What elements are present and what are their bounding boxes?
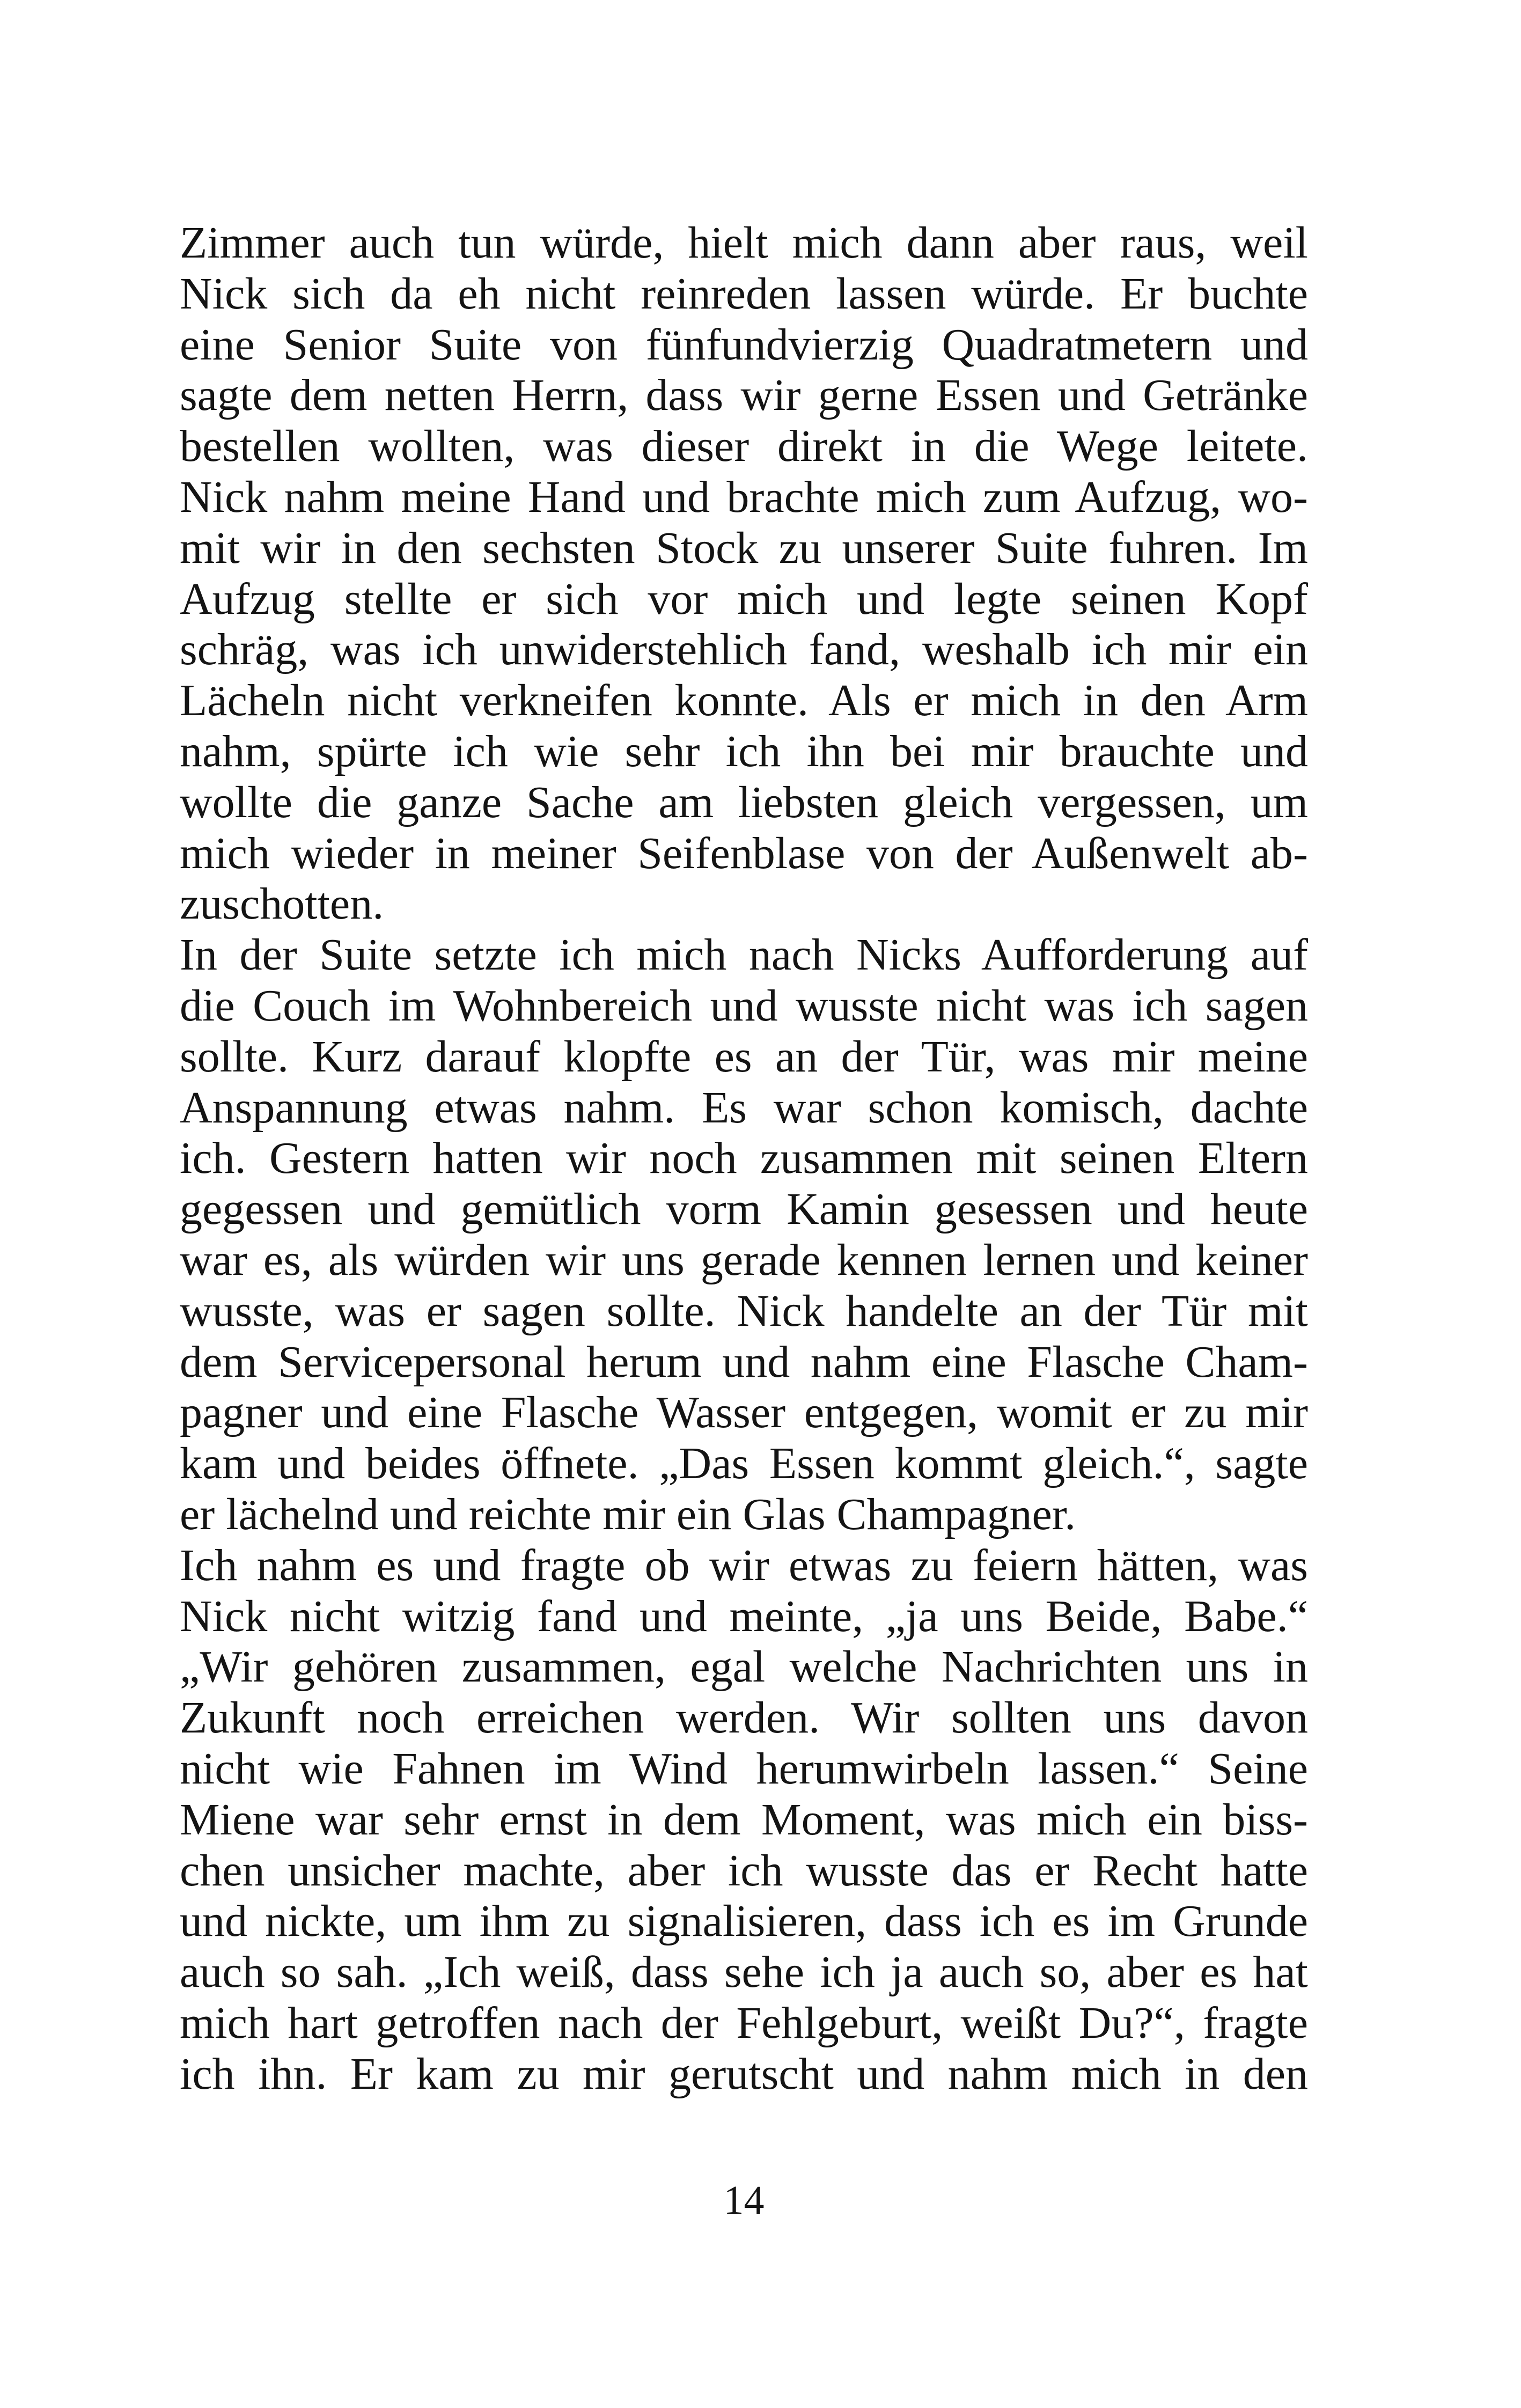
text-line: chen unsicher machte, aber ich wusste das er Recht hatte [180, 1845, 1308, 1896]
page-number: 14 [723, 2178, 765, 2223]
text-line: gegessen und gemütlich vorm Kamin gesessen und heute [180, 1184, 1308, 1235]
text-line: Nick nicht witzig fand und meinte, „ja uns Beide, Babe.“ [180, 1591, 1308, 1641]
text-line: Nick nahm meine Hand und brachte mich zum Aufzug, wo- [180, 472, 1308, 522]
paragraph [180, 930, 1308, 1540]
text-line: zuschotten. [180, 879, 384, 929]
text-line: pagner und eine Flasche Wasser entgegen, womit er zu mir [180, 1387, 1308, 1438]
paragraph [180, 1540, 1308, 2100]
text-line: nahm, spürte ich wie sehr ich ihn bei mir brauchte und [180, 726, 1308, 776]
text-line: „Wir gehören zusammen, egal welche Nachrichten uns in [180, 1642, 1308, 1692]
text-line: kam und beides öffnete. „Das Essen kommt gleich.“, sagte [180, 1438, 1308, 1489]
text-line: wusste, was er sagen sollte. Nick handelte an der Tür mit [180, 1286, 1308, 1336]
text-line: dem Servicepersonal herum und nahm eine Flasche Cham- [180, 1337, 1308, 1387]
text-line: mit wir in den sechsten Stock zu unserer Suite fuhren. Im [180, 523, 1308, 573]
text-line: Miene war sehr ernst in dem Moment, was mich ein biss- [180, 1794, 1308, 1845]
text-line: er lächelnd und reichte mir ein Glas Champagner. [180, 1489, 1076, 1539]
text-line: In der Suite setzte ich mich nach Nicks Aufforderung auf [180, 930, 1308, 980]
text-line: nicht wie Fahnen im Wind herumwirbeln lassen.“ Seine [180, 1743, 1308, 1794]
text-line: mich hart getroffen nach der Fehlgeburt, weißt Du?“, fragte [180, 1998, 1308, 2048]
text-line: die Couch im Wohnbereich und wusste nicht was ich sagen [180, 980, 1308, 1031]
text-line: Zimmer auch tun würde, hielt mich dann aber raus, weil [180, 218, 1308, 268]
paragraph [180, 218, 1308, 930]
text-line: Anspannung etwas nahm. Es war schon komisch, dachte [180, 1082, 1308, 1133]
text-line: eine Senior Suite von fünfundvierzig Quadratmetern und [180, 319, 1308, 370]
body-text [180, 218, 1308, 2099]
text-line: sollte. Kurz darauf klopfte es an der Tür, was mir meine [180, 1031, 1308, 1082]
text-line: bestellen wollten, was dieser direkt in die Wege leitete. [180, 421, 1308, 472]
text-line: Ich nahm es und fragte ob wir etwas zu feiern hätten, was [180, 1540, 1308, 1590]
text-line: Zukunft noch erreichen werden. Wir sollten uns davon [180, 1693, 1308, 1743]
text-line: mich wieder in meiner Seifenblase von der Außenwelt ab- [180, 828, 1308, 878]
text-line: ich. Gestern hatten wir noch zusammen mit seinen Eltern [180, 1133, 1308, 1184]
text-line: Nick sich da eh nicht reinreden lassen würde. Er buchte [180, 268, 1308, 319]
text-line: war es, als würden wir uns gerade kennen lernen und keiner [180, 1235, 1308, 1285]
text-line: Aufzug stellte er sich vor mich und legte seinen Kopf [180, 574, 1308, 624]
text-line: ich ihn. Er kam zu mir gerutscht und nahm mich in den [180, 2049, 1308, 2099]
text-line: schräg, was ich unwiderstehlich fand, weshalb ich mir ein [180, 625, 1308, 675]
text-line: Lächeln nicht verkneifen konnte. Als er mich in den Arm [180, 676, 1308, 726]
text-line: sagte dem netten Herrn, dass wir gerne Essen und Getränke [180, 370, 1308, 421]
text-line: wollte die ganze Sache am liebsten gleich vergessen, um [180, 777, 1308, 827]
text-line: auch so sah. „Ich weiß, dass sehe ich ja auch so, aber es hat [180, 1947, 1308, 1998]
text-line: und nickte, um ihm zu signalisieren, dass ich es im Grunde [180, 1896, 1308, 1947]
